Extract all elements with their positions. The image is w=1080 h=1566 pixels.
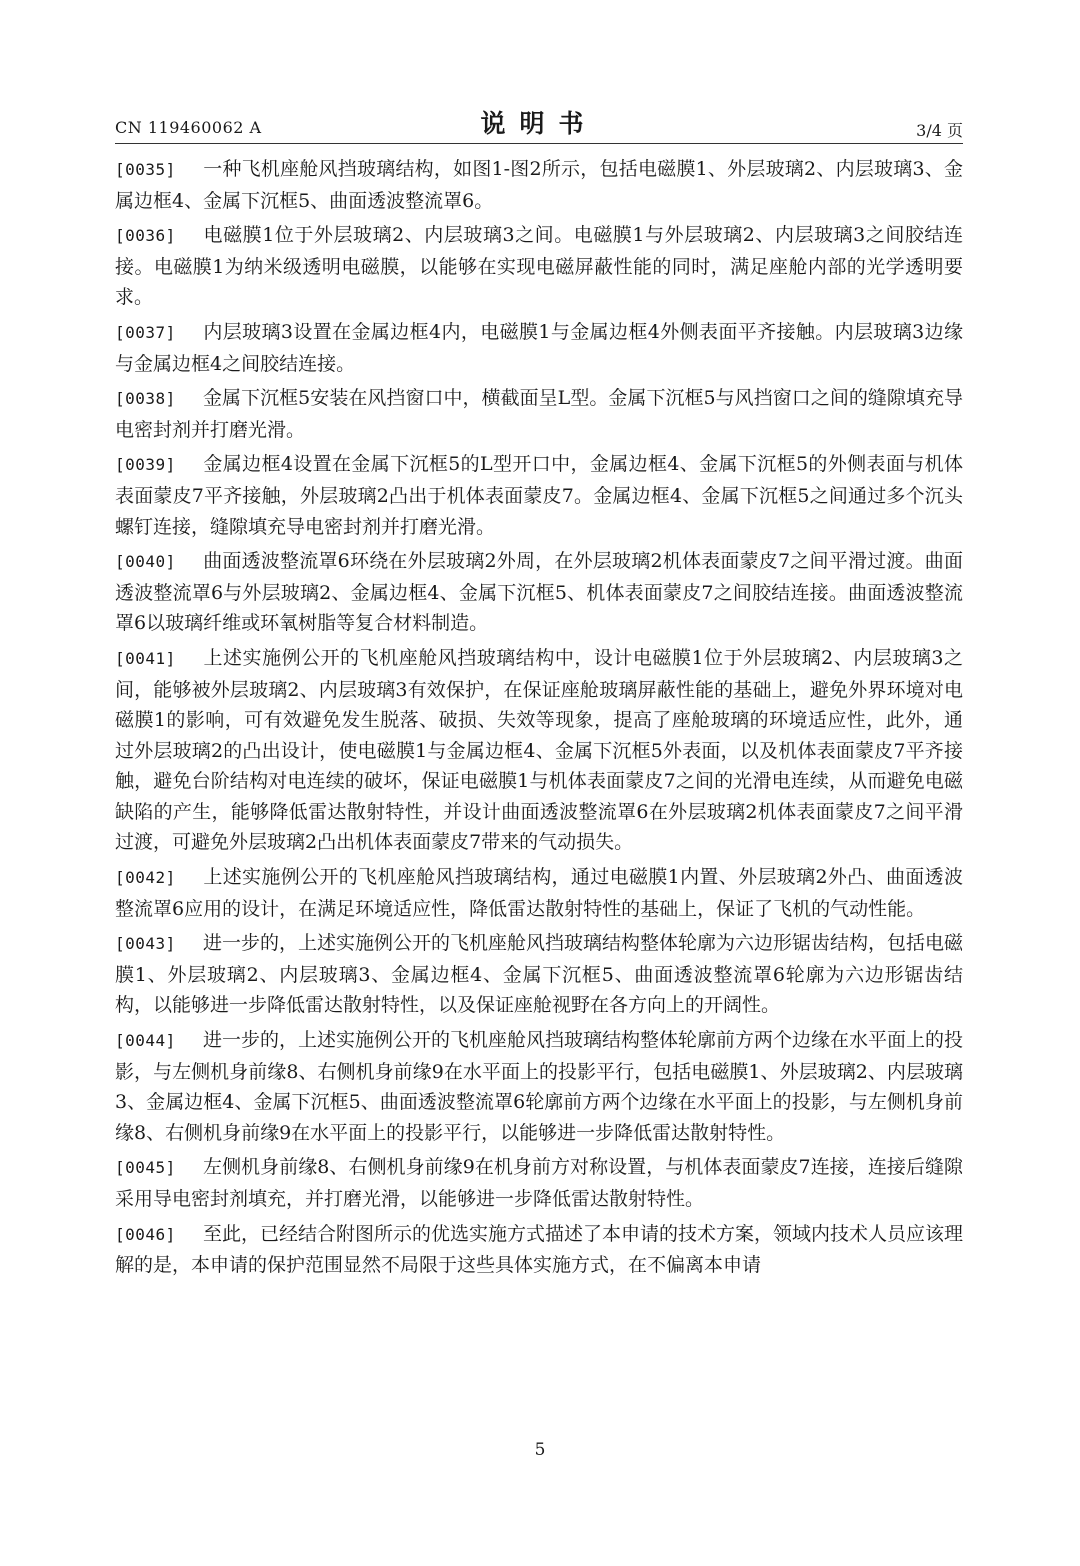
document-title: 说明书 [480,109,598,138]
paragraph-0041 [115,643,963,858]
paragraph-number: [0037] [115,322,176,342]
paragraph-text: 上述实施例公开的飞机座舱风挡玻璃结构，通过电磁膜1内置、外层玻璃2外凸、曲面透波整流罩6应用的设计，在满足环境适应性，降低雷达散射特性的基础上，保证了飞机的气动性能。 [115,866,963,920]
paragraph-text: 上述实施例公开的飞机座舱风挡玻璃结构中，设计电磁膜1位于外层玻璃2、内层玻璃3之间，能够被外层玻璃2、内层玻璃3有效保护，在保证座舱玻璃屏蔽性能的基础上，避免外界环境对电磁膜1的影响，可有效避免发生脱落、破损、失效等现象，提高了座舱玻璃的环境适应性，此外，通过外层玻璃2的凸出设计，使电磁膜1与金属边框4、金属下沉框5外表面，以及机体表面蒙皮7平齐接触，避免台阶结构对电连续的破坏，保证电磁膜1与机体表面蒙皮7之间的光滑电连续，从而避免电磁缺陷的产生，能够降低雷达散射特性，并设计曲面透波整流罩6在外层玻璃2机体表面蒙皮7之间平滑过渡，可避免外层玻璃2凸出机体表面蒙皮7带来的气动损失。 [115,646,963,854]
paragraph-0037 [115,317,963,379]
paragraph-number: [0038] [115,389,176,409]
paragraph-0040 [115,546,963,639]
paragraph-0043 [115,928,963,1021]
paragraph-text: 曲面透波整流罩6环绕在外层玻璃2外周，在外层玻璃2机体表面蒙皮7之间平滑过渡。曲面透波整流罩6与外层玻璃2、金属边框4、金属下沉框5、机体表面蒙皮7之间胶结连接。曲面透波整流罩6以玻璃纤维或环氧树脂等复合材料制造。 [115,550,963,635]
paragraph-number: [0039] [115,455,176,475]
paragraph-0035 [115,154,963,216]
paragraph-number: [0040] [115,552,176,572]
paragraph-0042 [115,862,963,924]
paragraph-text: 进一步的，上述实施例公开的飞机座舱风挡玻璃结构整体轮廓为六边形锯齿结构，包括电磁膜1、外层玻璃2、内层玻璃3、金属边框4、金属下沉框5、曲面透波整流罩6轮廓为六边形锯齿结构，以能够进一步降低雷达散射特性，以及保证座舱视野在各方向上的开阔性。 [115,932,964,1017]
header-divider [115,143,963,144]
document-number: CN 119460062 A [115,118,262,137]
paragraph-0039 [115,449,963,542]
page-indicator: 3/4 页 [916,121,963,140]
paragraph-0036 [115,220,963,313]
page-number: 5 [534,1440,546,1460]
page-header [115,104,963,144]
paragraph-0038 [115,383,963,445]
paragraph-text: 金属边框4设置在金属下沉框5的L型开口中，金属边框4、金属下沉框5的外侧表面与机体表面蒙皮7平齐接触，外层玻璃2凸出于机体表面蒙皮7。金属边框4、金属下沉框5之间通过多个沉头螺钉连接，缝隙填充导电密封剂并打磨光滑。 [115,453,963,538]
document-body [115,154,963,1285]
paragraph-0044 [115,1025,963,1148]
paragraph-number: [0043] [115,934,176,954]
paragraph-text: 金属下沉框5安装在风挡窗口中，横截面呈L型。金属下沉框5与风挡窗口之间的缝隙填充导电密封剂并打磨光滑。 [115,387,963,441]
paragraph-number: [0042] [115,868,176,888]
paragraph-text: 至此，已经结合附图所示的优选实施方式描述了本申请的技术方案，领域内技术人员应该理解的是，本申请的保护范围显然不局限于这些具体实施方式，在不偏离本申请 [115,1222,964,1277]
paragraph-text: 电磁膜1位于外层玻璃2、内层玻璃3之间。电磁膜1与外层玻璃2、内层玻璃3之间胶结连接。电磁膜1为纳米级透明电磁膜，以能够在实现电磁屏蔽性能的同时，满足座舱内部的光学透明要求。 [115,224,963,309]
paragraph-text: 内层玻璃3设置在金属边框4内，电磁膜1与金属边框4外侧表面平齐接触。内层玻璃3边缘与金属边框4之间胶结连接。 [115,320,963,375]
paragraph-text: 进一步的，上述实施例公开的飞机座舱风挡玻璃结构整体轮廓前方两个边缘在水平面上的投影，与左侧机身前缘8、右侧机身前缘9在水平面上的投影平行，包括电磁膜1、外层玻璃2、内层玻璃3、金属边框4、金属下沉框5、曲面透波整流罩6轮廓前方两个边缘在水平面上的投影，与左侧机身前缘8、右侧机身前缘9在水平面上的投影平行，以能够进一步降低雷达散射特性。 [115,1029,964,1144]
paragraph-number: [0041] [115,648,176,668]
paragraph-text: 左侧机身前缘8、右侧机身前缘9在机身前方对称设置，与机体表面蒙皮7连接，连接后缝隙采用导电密封剂填充，并打磨光滑，以能够进一步降低雷达散射特性。 [115,1156,963,1210]
paragraph-number: [0035] [115,160,176,179]
paragraph-text: 一种飞机座舱风挡玻璃结构，如图1-图2所示，包括电磁膜1、外层玻璃2、内层玻璃3、金属边框4、金属下沉框5、曲面透波整流罩6。 [115,158,963,212]
paragraph-number: [0044] [115,1031,176,1051]
paragraph-0046 [115,1219,963,1281]
paragraph-0045 [115,1152,963,1214]
paragraph-number: [0036] [115,226,176,246]
paragraph-number: [0045] [115,1158,176,1178]
paragraph-number: [0046] [115,1224,176,1244]
